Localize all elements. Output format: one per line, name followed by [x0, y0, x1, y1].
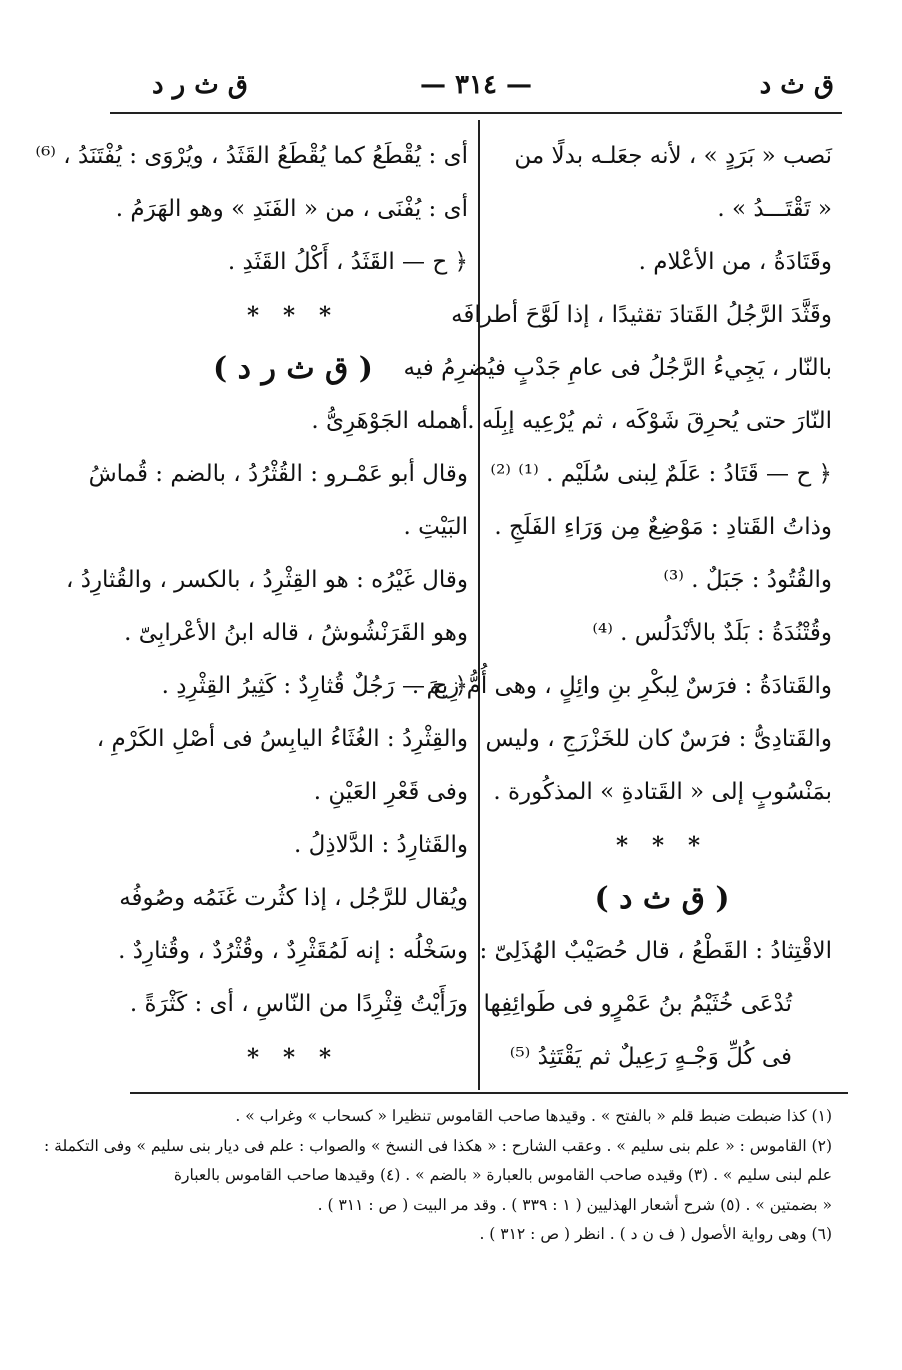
text-line: ورَأَيْتُ قِثْرِدًا من النّاسِ ، أى : كَثْرَةً . [129, 991, 468, 1017]
text-line: أى : يُفْنَى ، من « الفَنَدِ » وهو الهَرَمُ . [115, 196, 468, 222]
footnote-line: علم لبنى سليم » . (٣) وقيده صاحب القاموس بالعبارة « بالضم » . (٤) وقيدها صاحب القاموس بالعبارة [173, 1166, 832, 1184]
entry-heading: ( ق ث ر د ) [213, 351, 373, 386]
text-line: وذاتُ القَتادِ : مَوْضِعٌ مِن وَرَاءِ الفَلَجِ . [494, 514, 832, 540]
footnote-line: (١) كذا ضبطت ضبط قلم « بالفتح » . وقيدها صاحب القاموس تنظيرا « كسحاب » وغراب » . [235, 1107, 832, 1125]
page-header [110, 70, 842, 110]
footnote-line: (٦) وهى رواية الأصول ( ف ن د ) . انظر ( ص : ٣١٢ ) . [479, 1225, 832, 1243]
text-line: ﴿ ح — قَتَادُ : عَلَمٌ لِبنى سُلَيْم . ⁽¹⁾ ⁽²⁾ [490, 461, 832, 487]
text-line: نَصب « بَرَدٍ » ، لأنه جعَلـه بدلًا من [514, 143, 832, 169]
verse-line: تُدْعَى خُثَيْمُ بنُ عَمْرٍو فى طَوائِفِها [483, 991, 792, 1017]
text-line: والقِثْرِدُ : الغُثَاءُ اليابِسُ فى أصْلِ الكَرْمِ ، [96, 726, 468, 752]
footnote-line: « بضمتين » . (٥) شرح أشعار الهذليين ( ١ : ٣٣٩ ) . وقد مر البيت ( ص : ٣١١ ) . [317, 1195, 832, 1214]
text-line: وسَخْلُه : إنه لَمُقَثْرِدٌ ، وقُثْرُدٌ ، وقُثارِدٌ . [118, 938, 468, 964]
text-line: ويُقال للرَّجُل ، إذا كثُرت غَنَمُه وصُوفُه [119, 885, 468, 911]
text-line: أى : يُقْطَعُ كما يُقْطَعُ القَثَدُ ، ويُرْوَى : يُفْتَنَدُ ، ⁽⁶⁾ [35, 143, 468, 169]
footnotes [44, 1102, 832, 1250]
text-line: ﴿ ح — القَثَدُ ، أَكْلُ القَثَدِ . [227, 249, 468, 275]
verse-line: فى كُلِّ وَجْـهٍ رَعِيلٌ ثم يَقْتَثِدُ ⁽⁵⁾ [509, 1044, 792, 1070]
text-line: وقُتْنُدَةُ : بَلَدٌ بالأنْدَلُس . ⁽⁴⁾ [592, 620, 832, 646]
text-line: البَيْتِ . [403, 514, 468, 540]
page-number: — ٣١٤ — [419, 70, 533, 100]
footnote-line: (٢) القاموس : « علم بنى سليم » . وعقب الشارح : « هكذا فى النسخ » والصواب : علم فى ديار بنى سليم » وفى التكملة : [44, 1136, 832, 1155]
text-line: وقَتَادَةُ ، من الأعْلام . [638, 249, 832, 275]
text-line: « تَقْتَـــدُ » . [717, 196, 832, 222]
header-divider [110, 112, 842, 114]
section-separator: * * * [246, 302, 340, 329]
text-line: والقُتُودُ : جَبَلٌ . ⁽³⁾ [663, 567, 832, 593]
text-line: وفى قَعْرِ العَيْنِ . [313, 779, 468, 805]
text-line: ﴿ ح — رَجُلٌ قُثارِدٌ : كَثِيرُ القِثْرِدِ . [161, 673, 468, 699]
text-line: أهمله الجَوْهَرِىُّ . [311, 408, 468, 434]
text-line: وقال أبو عَمْـرو : القُثْرُدُ ، بالضم : قُماشُ [88, 461, 468, 487]
text-line: النّارَ حتى يُحرِقَ شَوْكَه ، ثم يُرْعِيه إبِلَه . [467, 408, 832, 434]
section-separator: * * * [246, 1044, 340, 1071]
text-line: والقَتادِىُّ : فرَسٌ كان للخَزْرَجِ ، وليس [485, 726, 832, 752]
text-line: والقَتادَةُ : فرَسٌ لِبكْرِ بنِ وائِلٍ ، وهى أُمُّ زِيمَ . [411, 673, 832, 699]
header-left-root: ق ث ر د [152, 70, 248, 100]
text-line: وهو القَرَنْشُوشُ ، قاله ابنُ الأعْرابِىّ . [124, 620, 468, 646]
left-column [35, 130, 468, 1084]
text-line: وقَثَّدَ الرَّجُلُ القَتادَ تقثيدًا ، إذا لَوَّحَ أطرافَه [451, 302, 832, 328]
section-separator: * * * [615, 832, 709, 859]
text-line: الاقْتِثادُ : القَطْعُ ، قال حُصَيْبٌ الهُذَلِىّ : [479, 938, 832, 964]
text-line: بالنّار ، يَجِيءُ الرَّجُلُ فى عامِ جَدْبٍ فيُضرِمُ فيه [403, 355, 832, 381]
footnote-divider [130, 1092, 848, 1094]
entry-heading: ( ق ث د ) [594, 881, 730, 916]
text-line: والقَثارِدُ : الدَّلاذِلُ . [294, 832, 468, 858]
text-line: وقال غَيْرُه : هو القِثْرِدُ ، بالكسر ، والقُثارِدُ ، [65, 567, 468, 593]
header-right-root: ق ث د [759, 70, 834, 100]
text-line: بمَنْسُوبٍ إلى « القَتادةِ » المذكُورة . [493, 779, 832, 805]
